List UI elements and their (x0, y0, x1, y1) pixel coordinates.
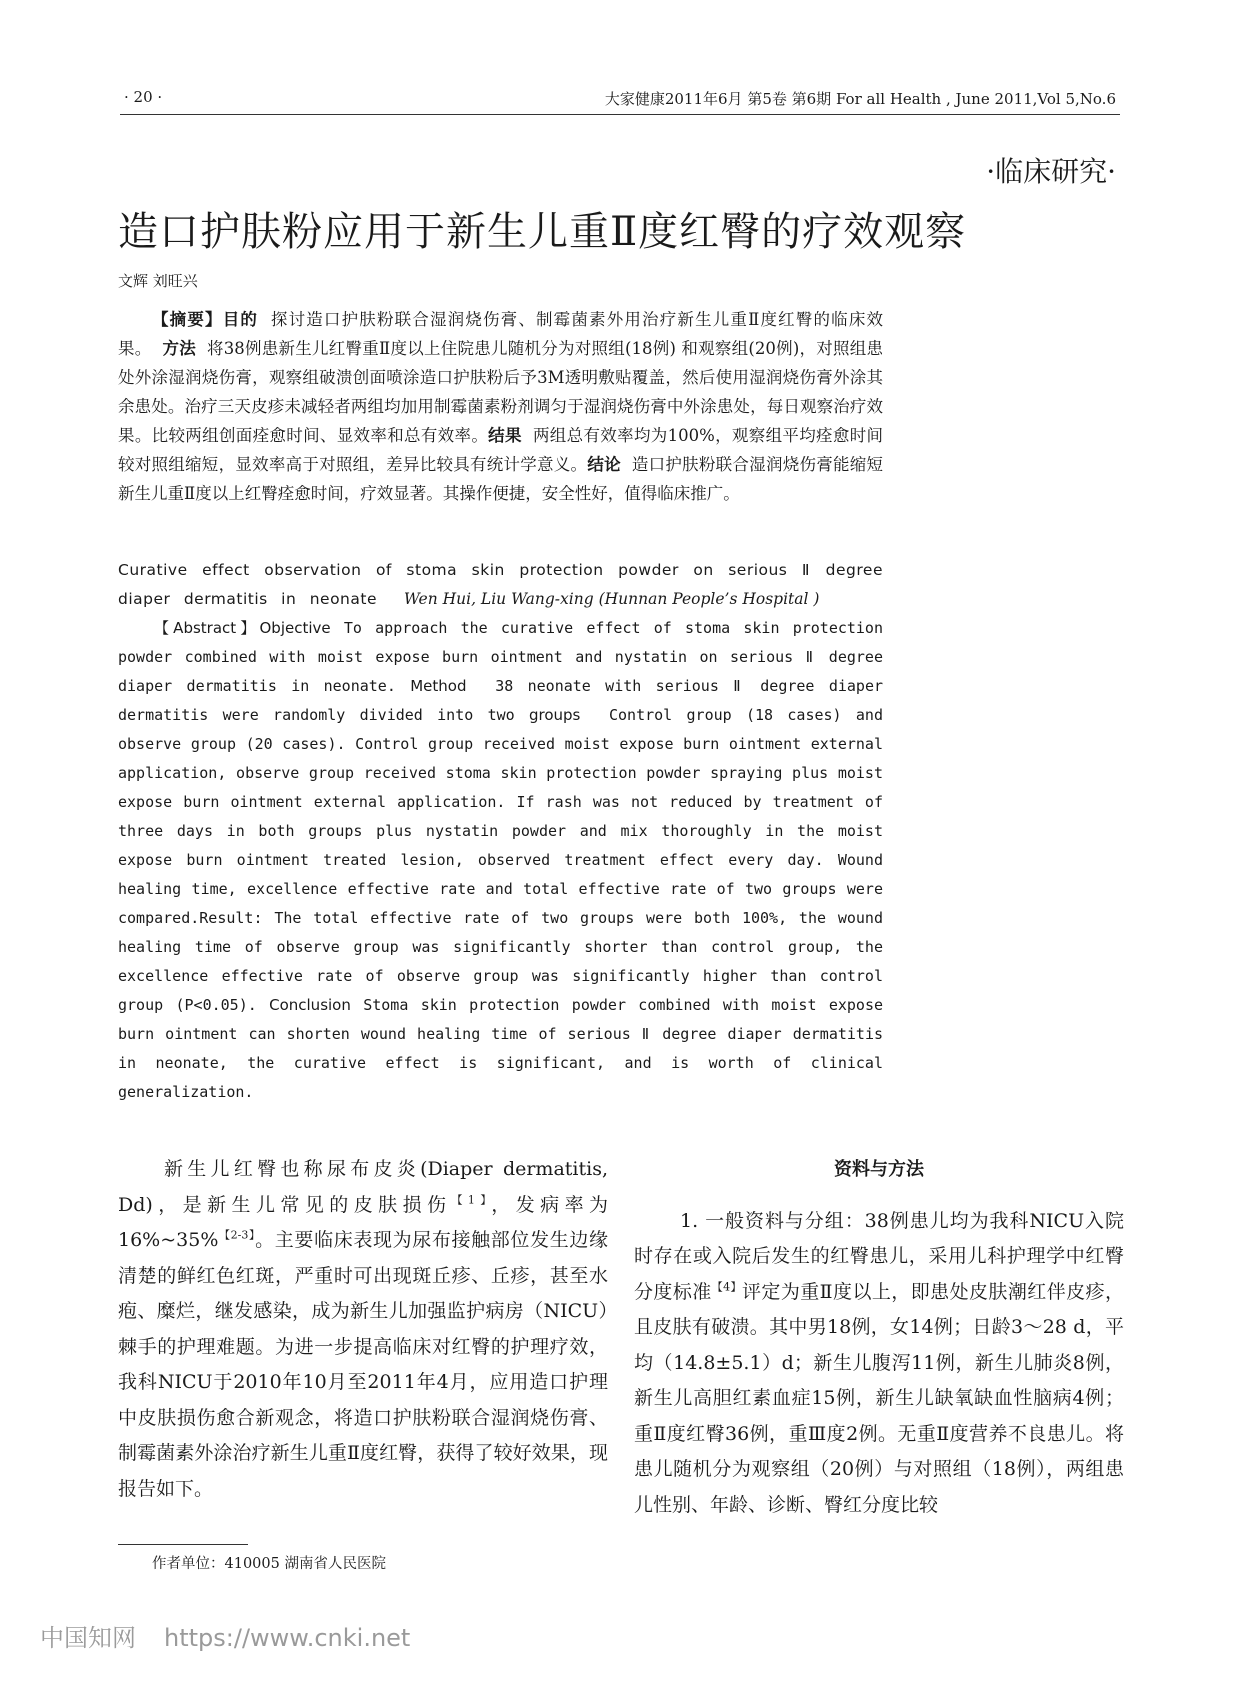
article-title: 造口护肤粉应用于新生儿重Ⅱ度红臀的疗效观察 (118, 209, 967, 255)
english-authors: Wen Hui, Liu Wang-xing (Hunnan People’s Hospital ) (403, 590, 820, 608)
en-objective-label: Objective (259, 619, 331, 637)
en-result-text: Result: The total effective rate of two groups were both 100%, the wound healing time of observe group was significantly shorter than control group, the excellence effective rate of observe group was significantly higher than control group (P<0.05). (118, 909, 883, 1014)
body-right-column (634, 1152, 1124, 1523)
conclusion-label: 结论 (587, 455, 621, 474)
methods-paragraph (634, 1204, 1124, 1524)
journal-info: 大家健康2011年6月 第5卷 第6期 For all Health , June 2011,Vol 5,No.6 (604, 90, 1116, 108)
result-text: 两组总有效率均为100%，观察组平均痊愈时间较对照组缩短，显效率高于对照组，差异比较具有统计学意义。 (118, 426, 884, 474)
body-left-column (118, 1152, 608, 1507)
chinese-abstract (118, 305, 883, 508)
author-affiliation: 作者单位：410005 湖南省人民医院 (152, 1556, 386, 1572)
en-method-label: Method (410, 677, 467, 695)
en-method-text-b: Control group (18 cases) and observe group (20 cases). Control group received moist expose burn ointment external application, observe group received stoma skin protection powder spraying plus moist expose burn ointment external application. If rash was not reduced by treatment of three days in both groups plus nystatin powder and mix thoroughly in the moist expose burn ointment treated lesion, observed treatment effect every day. Wound healing time, excellence effective rate and total effective rate of two groups were compared. (118, 706, 883, 927)
watermark-url: https://www.cnki.net (164, 1624, 411, 1652)
method-text: 将38例患新生儿红臀重Ⅱ度以上住院患儿随机分为对照组(18例) 和观察组(20例)，对照组患处外涂湿润烧伤膏，观察组破溃创面喷涂造口护肤粉后予3M透明敷贴覆盖，然后使用湿润烧伤膏外涂其余患处。治疗三天皮疹未减轻者两组均加用制霉菌素粉剂调匀于湿润烧伤膏中外涂患处，每日观察治疗效果。比较两组创面痊愈时间、显效率和总有效率。 (118, 339, 884, 445)
intro-text-c: 。主要临床表现为尿布接触部位发生边缘清楚的鲜红色红斑，严重时可出现斑丘疹、丘疹，甚至水疱、糜烂，继发感染，成为新生儿加强监护病房（NICU）棘手的护理难题。为进一步提高临床对红臀的护理疗效，我科NICU于2010年10月至2011年4月，应用造口护理中皮肤损伤愈合新观念，将造口护肤粉联合湿润烧伤膏、制霉菌素外涂治疗新生儿重Ⅱ度红臀，获得了较好效果，现报告如下。 (118, 1229, 608, 1500)
en-method-text-a: 38 neonate with serious Ⅱ degree diaper dermatitis were randomly divided into two (118, 677, 884, 724)
english-abstract (118, 614, 883, 1107)
en-abstract-label: 【Abstract】 (154, 619, 260, 637)
watermark-brand: 中国知网 (40, 1624, 136, 1652)
method-label: 方法 (162, 339, 197, 358)
section-label: ·临床研究· (986, 155, 1116, 188)
conclusion-text: 造口护肤粉联合湿润烧伤膏能缩短新生儿重Ⅱ度以上红臀痊愈时间，疗效显著。其操作便捷，安全性好，值得临床推广。 (118, 455, 884, 503)
en-groups-label: groups (528, 706, 581, 724)
citation-ref: 【1】 (451, 1193, 492, 1207)
intro-text-b: ，发病率为16%~35% (118, 1193, 609, 1251)
header-rule (120, 114, 1120, 115)
page-number: · 20 · (124, 88, 163, 106)
objective-label: 目的 (222, 310, 259, 329)
methods-text-b: 评定为重Ⅱ度以上，即患处皮肤潮红伴皮疹，且皮肤有破溃。其中男18例，女14例；日龄3～28 d，平均（14.8±5.1）d；新生儿腹泻11例，新生儿肺炎8例，新生儿高胆红素血症15例，新生儿缺氧缺血性脑病4例；重Ⅱ度红臀36例，重Ⅲ度2例。无重Ⅱ度营养不良患儿。将患儿随机分为观察组（20例）与对照组（18例），两组患儿性别、年龄、诊断、臀红分度比较 (634, 1280, 1124, 1516)
citation-ref: 【4】 (711, 1280, 742, 1294)
section-heading: 资料与方法 (834, 1159, 924, 1180)
citation-ref: 【2-3】 (218, 1228, 256, 1242)
cnki-watermark (40, 1618, 438, 1653)
abstract-label: 【摘要】 (152, 310, 223, 329)
footnote-rule (118, 1544, 248, 1545)
methods-text-a: 1. 一般资料与分组：38例患儿均为我科NICU入院时存在或入院后发生的红臀患儿，采用儿科护理学中红臀分度标准 (634, 1209, 1124, 1303)
en-objective-text: To approach the curative effect of stoma skin protection powder combined with moist expose burn ointment and nystatin on serious Ⅱ degree diaper dermatitis in neonate. (118, 619, 883, 695)
intro-text-a: 新生儿红臀也称尿布皮炎(Diaper dermatitis, Dd)，是新生儿常见的皮肤损伤 (118, 1158, 608, 1216)
authors: 文辉 刘旺兴 (118, 272, 198, 290)
objective-text: 探讨造口护肤粉联合湿润烧伤膏、制霉菌素外用治疗新生儿重Ⅱ度红臀的临床效果。 (118, 310, 884, 358)
english-title: Curative effect observation of stoma skin protection powder on serious Ⅱ degree diaper dermatitis in neonate (118, 561, 883, 608)
result-label: 结果 (488, 426, 522, 445)
en-conclusion-text: Stoma skin protection powder combined with moist expose burn ointment can shorten wound healing time of serious Ⅱ degree diaper dermatitis in neonate, the curative effect is significant, and is worth of clinical generalization. (118, 996, 884, 1101)
english-title-block (118, 556, 883, 614)
en-conclusion-label: Conclusion (269, 996, 351, 1014)
